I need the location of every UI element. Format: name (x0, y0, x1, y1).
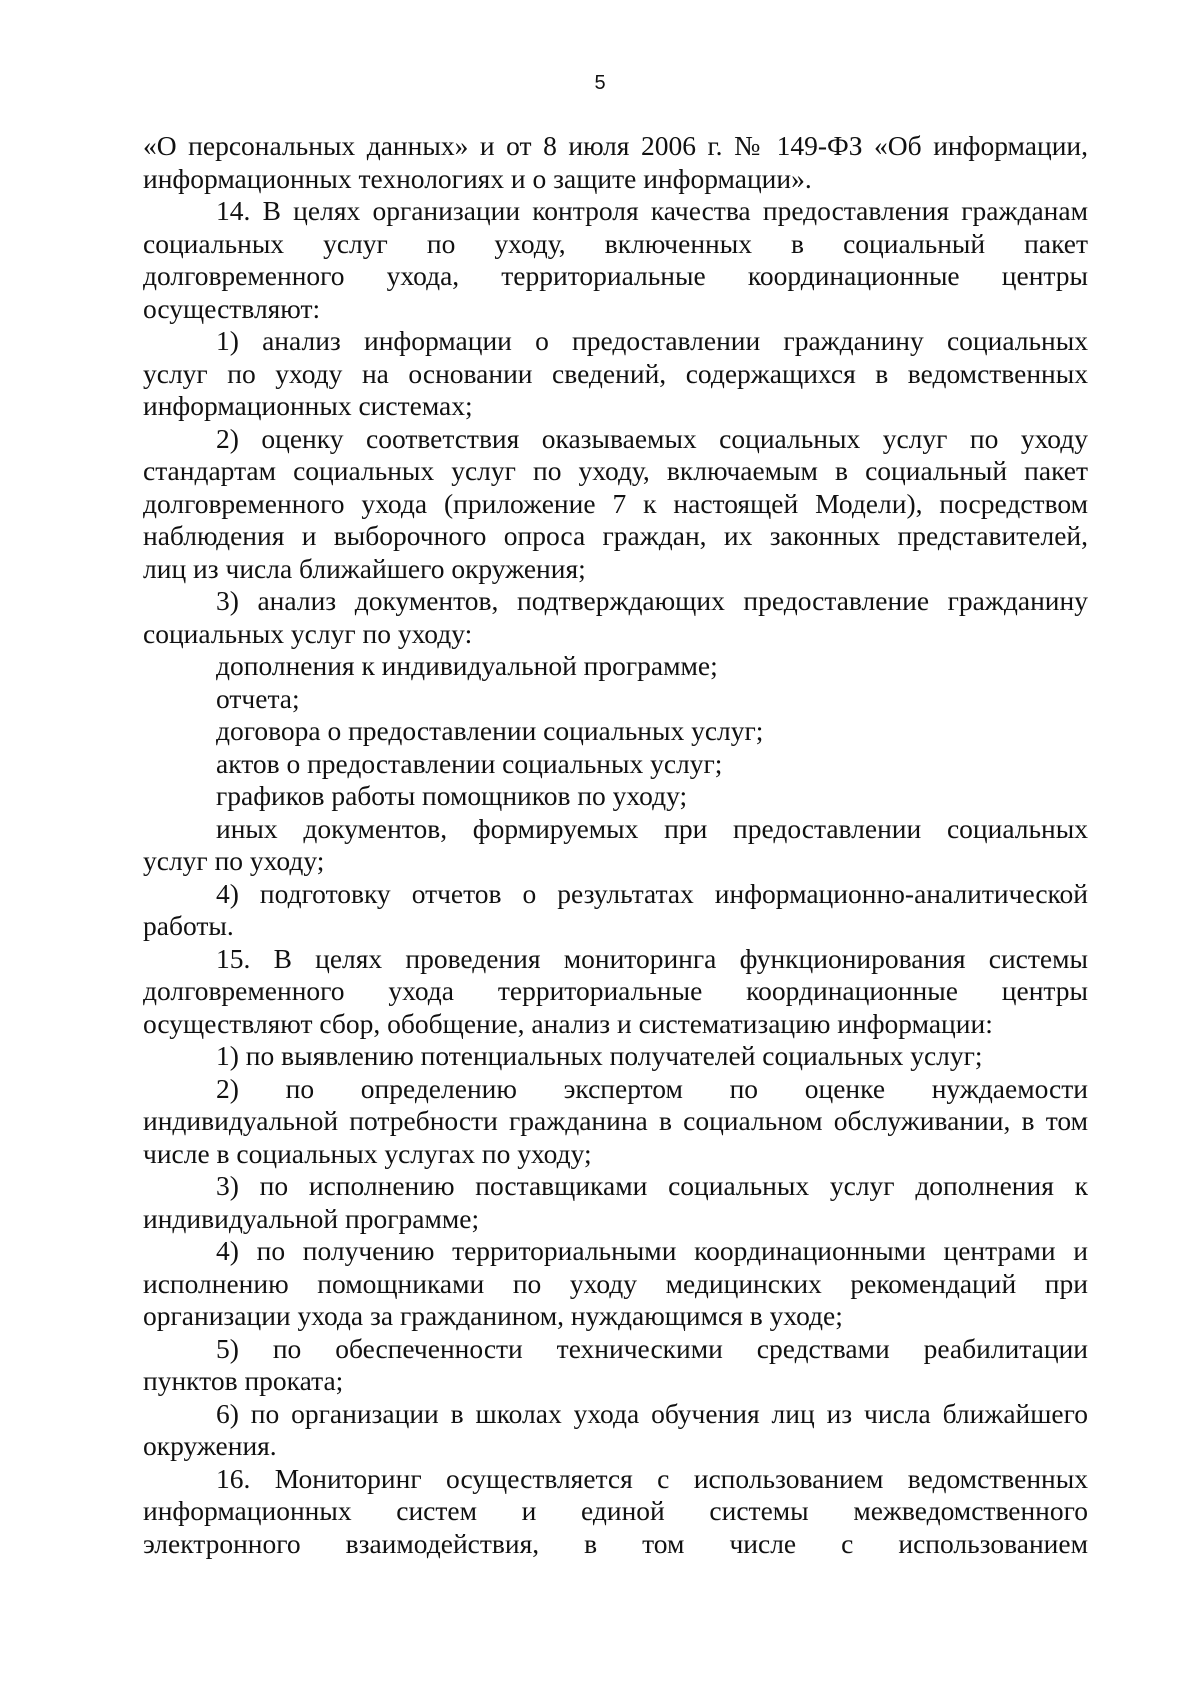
text-line: информационных систем и единой системы межведомственного (143, 1495, 1088, 1526)
text-line: иных документов, формируемых при предоставлении социальных (216, 812, 1088, 844)
text-line: социальных услуг по уходу: (143, 617, 473, 649)
text-line: осуществляют: (143, 292, 321, 324)
text-line: индивидуальной потребности гражданина в социальном обслуживании, в том (143, 1105, 1088, 1136)
text-line: 16. Мониторинг осуществляется с использованием ведомственных (216, 1462, 1088, 1494)
text-line: 5) по обеспеченности техническими средствами реабилитации (216, 1332, 1088, 1364)
text-line: 2) оценку соответствия оказываемых социальных услуг по уходу (216, 422, 1088, 454)
text-line: долговременного ухода (приложение 7 к настоящей Модели), посредством (143, 487, 1088, 519)
text-line: лиц из числа ближайшего окружения; (143, 552, 586, 584)
text-line: 2) по определению экспертом по оценке нуждаемости (216, 1072, 1088, 1104)
text-line: 6) по организации в школах ухода обучения лиц из числа ближайшего (216, 1397, 1088, 1429)
text-line: числе в социальных услугах по уходу; (143, 1137, 592, 1169)
text-line: 3) по исполнению поставщиками социальных услуг дополнения к (216, 1170, 1088, 1201)
text-line: услуг по уходу на основании сведений, содержащихся в ведомственных (143, 357, 1088, 389)
text-line: 4) по получению территориальными координационными центрами и (216, 1235, 1088, 1266)
text-line: осуществляют сбор, обобщение, анализ и систематизацию информации: (143, 1007, 993, 1039)
text-line: работы. (143, 910, 234, 941)
text-line: организации ухода за гражданином, нуждающимся в уходе; (143, 1300, 843, 1331)
text-line: актов о предоставлении социальных услуг; (216, 747, 723, 779)
text-line: 3) анализ документов, подтверждающих предоставление гражданину (216, 585, 1088, 616)
text-line: исполнению помощниками по уходу медицинских рекомендаций при (143, 1267, 1088, 1299)
text-line: отчета; (216, 682, 300, 714)
text-line: индивидуальной программе; (143, 1202, 480, 1234)
text-line: наблюдения и выборочного опроса граждан, их законных представителей, (143, 520, 1088, 551)
text-line: информационных системах; (143, 390, 473, 421)
text-line: информационных технологиях и о защите информации». (143, 162, 812, 194)
text-line: пунктов проката; (143, 1365, 344, 1396)
text-line: окружения. (143, 1430, 277, 1461)
text-line: договора о предоставлении социальных услуг; (216, 715, 764, 746)
text-line: долговременного ухода, территориальные координационные центры (143, 260, 1088, 291)
text-line: 4) подготовку отчетов о результатах информационно-аналитической (216, 877, 1088, 909)
text-line: стандартам социальных услуг по уходу, включаемым в социальный пакет (143, 455, 1088, 486)
text-line: социальных услуг по уходу, включенных в социальный пакет (143, 227, 1088, 259)
text-line: 1) по выявлению потенциальных получателей социальных услуг; (216, 1040, 983, 1071)
text-line: 14. В целях организации контроля качества предоставления гражданам (216, 195, 1088, 226)
text-line: «О персональных данных» и от 8 июля 2006 г. № 149-ФЗ «Об информации, (143, 130, 1088, 161)
text-line: 15. В целях проведения мониторинга функционирования системы (216, 942, 1088, 974)
text-line: долговременного ухода территориальные координационные центры (143, 975, 1088, 1006)
page-number: 5 (594, 72, 606, 94)
text-line: услуг по уходу; (143, 845, 325, 876)
text-line: дополнения к индивидуальной программе; (216, 650, 718, 681)
text-line: графиков работы помощников по уходу; (216, 780, 688, 811)
text-line: электронного взаимодействия, в том числе с использованием (143, 1527, 1088, 1559)
document-body (143, 130, 1088, 1560)
text-line: 1) анализ информации о предоставлении гражданину социальных (216, 325, 1088, 356)
